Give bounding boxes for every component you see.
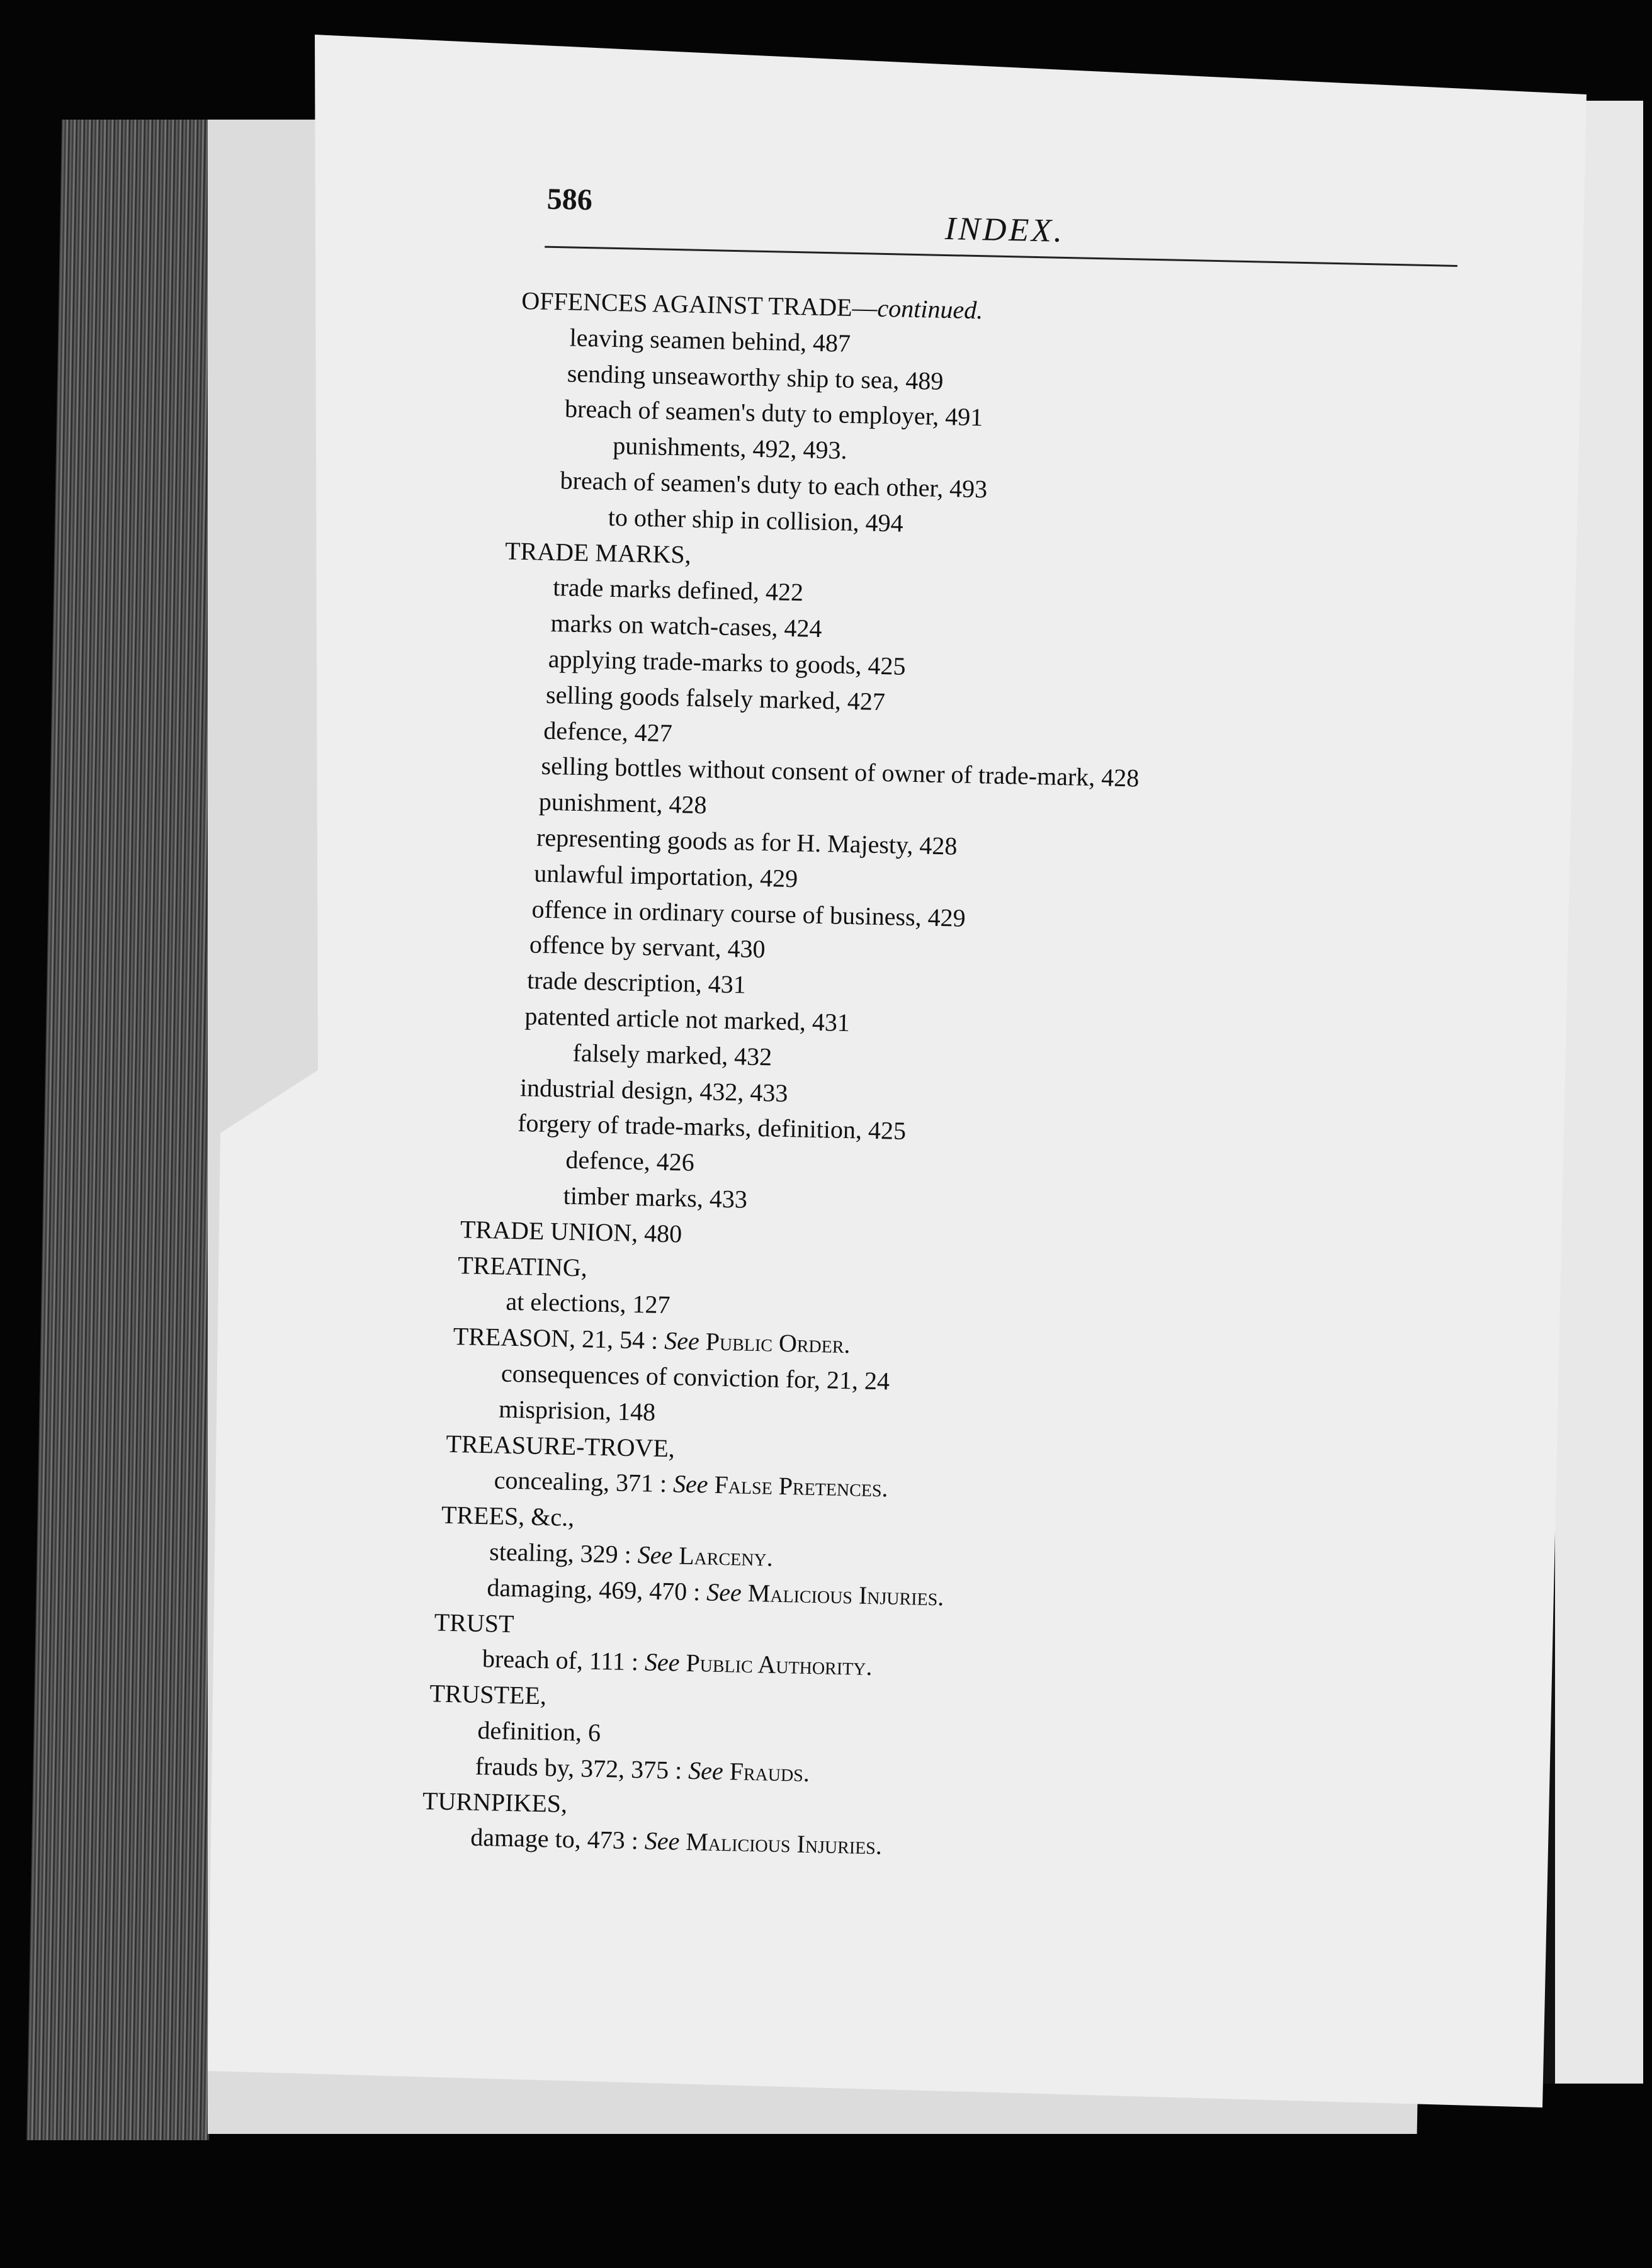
- index-subentry: [567, 361, 943, 394]
- index-subentry: [534, 860, 798, 891]
- index-heading: [446, 1431, 675, 1461]
- index-heading: [460, 1214, 682, 1248]
- index-heading: [434, 1610, 514, 1637]
- entry-text: TRUST: [434, 1608, 514, 1638]
- index-heading: [521, 288, 983, 323]
- cross-reference-title: Malicious Injuries.: [679, 1827, 883, 1860]
- index-subentry: [527, 968, 746, 997]
- index-subentry: [524, 1003, 850, 1035]
- entry-text: selling bottles without consent of owner of trade-mark, 428: [541, 752, 1140, 793]
- entry-text: applying trade-marks to goods, 425: [548, 644, 906, 680]
- index-subentry: [572, 1038, 772, 1071]
- index-subentry: [506, 1289, 670, 1317]
- entry-text: TREATING,: [457, 1250, 588, 1282]
- page-number: 586: [546, 182, 593, 217]
- running-head: INDEX.: [944, 210, 1065, 249]
- entry-text: defence, 426: [565, 1145, 695, 1177]
- entry-text: TRUSTEE,: [429, 1679, 547, 1710]
- index-subentry: [477, 1715, 601, 1747]
- index-heading: [422, 1788, 568, 1817]
- entry-text: leaving seamen behind, 487: [569, 323, 851, 358]
- see-reference: See: [664, 1326, 700, 1356]
- entry-text: misprision, 148: [498, 1394, 656, 1426]
- entry-text: breach of seamen's duty to each other, 493: [560, 466, 988, 504]
- entry-text: to other ship in collision, 494: [608, 502, 904, 538]
- index-subentry: [613, 433, 847, 463]
- index-subentry: [608, 502, 904, 538]
- entry-text: offence in ordinary course of business, 429: [531, 894, 966, 932]
- index-subentry: [539, 789, 707, 818]
- entry-text: TRADE UNION, 480: [460, 1214, 682, 1248]
- see-reference: See: [644, 1826, 680, 1856]
- index-subentry: [518, 1110, 907, 1144]
- header-rule: [545, 246, 1457, 267]
- entry-text: TREASON, 21, 54 :: [453, 1322, 665, 1355]
- index-heading: [453, 1324, 851, 1357]
- see-reference: See: [706, 1577, 742, 1607]
- index-subentry: [560, 468, 987, 502]
- see-reference: See: [637, 1540, 673, 1570]
- index-subentry: [563, 1183, 747, 1212]
- index-subentry: [548, 646, 906, 679]
- entry-text: unlawful importation, 429: [533, 859, 798, 893]
- entry-text: damaging, 469, 470 :: [487, 1572, 707, 1606]
- index-subentry: [470, 1825, 882, 1859]
- index-subentry: [501, 1358, 890, 1396]
- entry-text: OFFENCES AGAINST TRADE—: [521, 286, 878, 322]
- entry-text: selling goods falsely marked, 427: [545, 680, 886, 716]
- index-subentry: [475, 1751, 810, 1787]
- index-subentry: [543, 718, 672, 745]
- entry-text: trade description, 431: [526, 966, 747, 999]
- cross-reference-title: Malicious Injuries.: [741, 1578, 944, 1611]
- entry-text: breach of, 111 :: [482, 1644, 645, 1676]
- index-heading: [505, 538, 691, 567]
- entry-text: punishment, 428: [538, 787, 708, 820]
- entry-text: timber marks, 433: [563, 1181, 748, 1214]
- index-heading: [429, 1681, 546, 1708]
- entry-text: consequences of conviction for, 21, 24: [501, 1358, 890, 1396]
- entry-text: TRADE MARKS,: [504, 536, 692, 569]
- index-subentry: [536, 825, 958, 859]
- index-subentry: [489, 1539, 773, 1570]
- entry-text: TREASURE-TROVE,: [446, 1429, 676, 1462]
- see-reference: See: [644, 1647, 681, 1677]
- index-subentry: [494, 1465, 889, 1503]
- entry-text: concealing, 371 :: [494, 1465, 674, 1498]
- cross-reference-title: False Pretences.: [708, 1470, 889, 1503]
- index-heading: [441, 1500, 575, 1532]
- index-subentry: [520, 1075, 788, 1106]
- index-subentry: [541, 753, 1139, 791]
- entry-text: definition, 6: [477, 1715, 601, 1747]
- entry-text: defence, 427: [543, 716, 673, 747]
- see-reference: continued.: [877, 293, 983, 325]
- entry-text: trade marks defined, 422: [552, 573, 804, 607]
- index-subentry: [482, 1646, 873, 1679]
- cross-reference-title: Frauds.: [723, 1756, 810, 1787]
- see-reference: See: [672, 1469, 709, 1499]
- cross-reference-title: Public Authority.: [679, 1649, 873, 1681]
- entry-text: patented article not marked, 431: [524, 1001, 851, 1037]
- see-reference: See: [687, 1756, 724, 1785]
- entry-text: frauds by, 372, 375 :: [475, 1751, 689, 1785]
- entry-text: offence by servant, 430: [529, 930, 766, 964]
- entry-text: sending unseaworthy ship to sea, 489: [567, 359, 944, 395]
- entry-text: forgery of trade-marks, definition, 425: [517, 1109, 907, 1146]
- index-subentry: [550, 611, 822, 641]
- entry-text: punishments, 492, 493.: [612, 431, 848, 465]
- cross-reference-title: Public Order.: [699, 1327, 851, 1359]
- index-subentry: [553, 575, 803, 605]
- index-subentry: [546, 682, 886, 714]
- index-subentry: [565, 1145, 695, 1177]
- index-subentry: [487, 1572, 944, 1611]
- entry-text: marks on watch-cases, 424: [550, 609, 823, 643]
- index-subentry: [564, 394, 983, 432]
- entry-text: at elections, 127: [506, 1287, 670, 1319]
- cross-reference-title: Larceny.: [672, 1541, 774, 1572]
- index-subentry: [531, 896, 966, 930]
- entry-text: representing goods as for H. Majesty, 428: [536, 823, 958, 860]
- entry-text: stealing, 329 :: [489, 1537, 638, 1569]
- entry-text: falsely marked, 432: [572, 1038, 772, 1071]
- entry-text: TURNPIKES,: [422, 1786, 568, 1818]
- entry-text: damage to, 473 :: [470, 1823, 645, 1855]
- entry-text: TREES, &c.,: [441, 1500, 575, 1532]
- index-subentry: [529, 932, 766, 962]
- index-subentry: [499, 1396, 656, 1425]
- index-heading: [457, 1250, 588, 1282]
- entry-text: industrial design, 432, 433: [519, 1073, 788, 1107]
- entry-text: breach of seamen's duty to employer, 491: [564, 394, 983, 432]
- index-subentry: [569, 325, 851, 356]
